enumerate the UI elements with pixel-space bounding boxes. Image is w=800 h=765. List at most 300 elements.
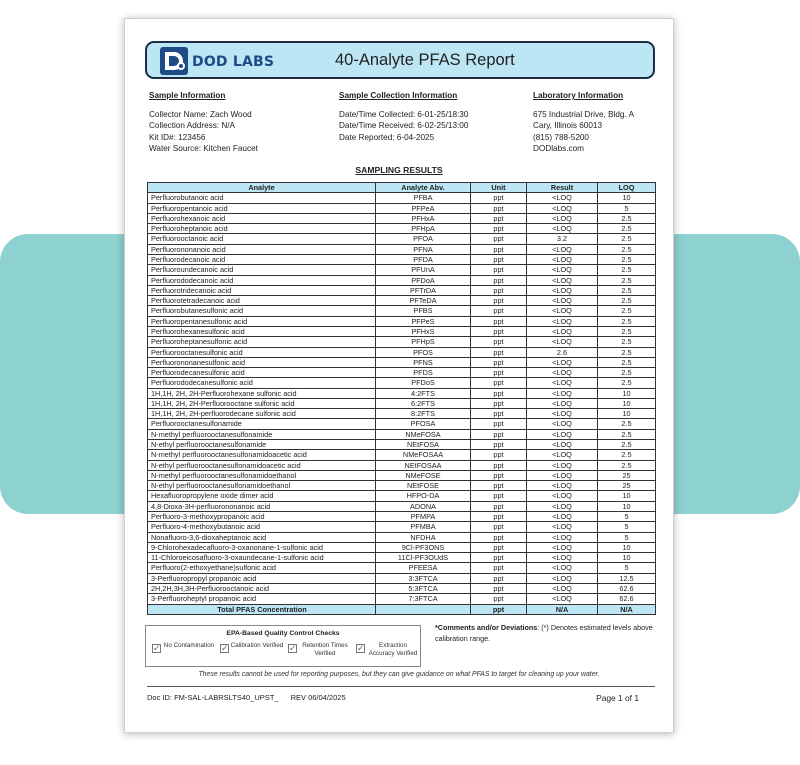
table-cell: 5 <box>598 512 656 522</box>
table-row <box>148 419 656 429</box>
table-cell: Perfluorododecanoic acid <box>148 275 376 285</box>
table-cell: 10 <box>598 193 656 203</box>
table-cell: 2.5 <box>598 357 656 367</box>
table-cell: PFHxS <box>376 326 471 336</box>
table-cell: 10 <box>598 501 656 511</box>
table-cell: ppt <box>471 470 527 480</box>
table-cell: <LOQ <box>527 583 598 593</box>
table-cell: ppt <box>471 409 527 419</box>
revision-text: REV 06/04/2025 <box>290 693 346 702</box>
table-cell: 3.2 <box>527 234 598 244</box>
table-row <box>148 316 656 326</box>
table-cell: N-ethyl perfluorooctanesulfonamide <box>148 440 376 450</box>
table-row <box>148 440 656 450</box>
table-cell: ppt <box>471 254 527 264</box>
table-cell: <LOQ <box>527 553 598 563</box>
lab-info-line: Cary, Illinois 60013 <box>533 121 603 131</box>
table-row <box>148 213 656 223</box>
table-cell: PFEESA <box>376 563 471 573</box>
table-cell: <LOQ <box>527 419 598 429</box>
table-row <box>148 429 656 439</box>
table-cell: 25 <box>598 470 656 480</box>
table-cell: <LOQ <box>527 244 598 254</box>
table-cell: 8:2FTS <box>376 409 471 419</box>
table-cell: <LOQ <box>527 203 598 213</box>
table-cell: PFPeS <box>376 316 471 326</box>
table-cell: 5 <box>598 522 656 532</box>
table-cell: ppt <box>471 501 527 511</box>
table-row <box>148 470 656 480</box>
table-cell: Perfluoro-4-methoxybutanoic acid <box>148 522 376 532</box>
lab-info-line: 675 Industrial Drive, Bldg. A <box>533 109 635 119</box>
table-cell: 2.5 <box>598 419 656 429</box>
table-cell: PFNA <box>376 244 471 254</box>
column-header: LOQ <box>598 183 656 193</box>
table-cell: <LOQ <box>527 357 598 367</box>
table-cell: ppt <box>471 481 527 491</box>
table-cell: Perfluorohexanesulfonic acid <box>148 326 376 336</box>
table-cell: NEtFOSA <box>376 440 471 450</box>
sample-collection-information <box>339 90 468 143</box>
table-row <box>148 460 656 470</box>
table-cell: PFTeDA <box>376 296 471 306</box>
table-cell: 5:3FTCA <box>376 583 471 593</box>
table-cell: 2.5 <box>598 378 656 388</box>
total-row <box>148 604 656 614</box>
table-cell: <LOQ <box>527 491 598 501</box>
table-cell: ppt <box>471 522 527 532</box>
table-cell: PFHxA <box>376 213 471 223</box>
qc-item-label: Extraction Accuracy Verified <box>368 642 418 657</box>
sample-info-line: Water Source: Kitchen Faucet <box>149 144 258 154</box>
table-cell: Perfluorotridecanoic acid <box>148 285 376 295</box>
table-cell: <LOQ <box>527 326 598 336</box>
table-cell: ppt <box>471 583 527 593</box>
table-cell: Perfluoroundecanoic acid <box>148 265 376 275</box>
table-cell: N-methyl perfluorooctanesulfonamidoacetic acid <box>148 450 376 460</box>
table-cell: PFDoA <box>376 275 471 285</box>
table-cell: ppt <box>471 512 527 522</box>
table-cell: ppt <box>471 213 527 223</box>
table-cell: NMeFOSE <box>376 470 471 480</box>
table-row <box>148 254 656 264</box>
table-cell: <LOQ <box>527 573 598 583</box>
table-cell: Perfluorododecanesulfonic acid <box>148 378 376 388</box>
table-cell: N-ethyl perfluorooctanesulfonamidoethanol <box>148 481 376 491</box>
table-cell: ppt <box>471 193 527 203</box>
table-cell: <LOQ <box>527 542 598 552</box>
table-cell: 10 <box>598 491 656 501</box>
table-cell: 2.5 <box>598 244 656 254</box>
qc-title: EPA-Based Quality Control Checks <box>226 630 340 637</box>
table-cell: 10 <box>598 553 656 563</box>
table-cell: 2.5 <box>598 224 656 234</box>
table-cell: Perfluoropentanesulfonic acid <box>148 316 376 326</box>
table-row <box>148 491 656 501</box>
laboratory-information <box>533 90 634 155</box>
table-cell: Perfluoroheptanesulfonic acid <box>148 337 376 347</box>
lab-info-link[interactable]: DODlabs.com <box>533 144 584 154</box>
table-cell: ppt <box>471 542 527 552</box>
table-cell: <LOQ <box>527 213 598 223</box>
column-header: Analyte <box>148 183 376 193</box>
table-row <box>148 594 656 604</box>
qc-item <box>352 642 420 666</box>
table-cell: 11Cl-PF3OUdS <box>376 553 471 563</box>
table-cell: ppt <box>471 357 527 367</box>
table-cell: N-ethyl perfluorooctanesulfonamidoacetic acid <box>148 460 376 470</box>
table-cell: <LOQ <box>527 470 598 480</box>
table-cell: ppt <box>471 244 527 254</box>
table-header-row <box>148 183 656 193</box>
table-cell: ppt <box>471 573 527 583</box>
table-cell: PFHpS <box>376 337 471 347</box>
sample-info-line: Collector Name: Zach Wood <box>149 109 252 119</box>
table-cell: <LOQ <box>527 368 598 378</box>
table-row <box>148 512 656 522</box>
table-cell: ppt <box>471 203 527 213</box>
table-cell: 1H,1H, 2H, 2H-Perfluorohexane sulfonic acid <box>148 388 376 398</box>
table-row <box>148 542 656 552</box>
table-row <box>148 275 656 285</box>
table-cell: 2.5 <box>598 368 656 378</box>
table-cell: 2.5 <box>598 337 656 347</box>
table-cell: <LOQ <box>527 450 598 460</box>
table-cell: N-methyl perfluorooctanesulfonamidoethanol <box>148 470 376 480</box>
table-cell: ppt <box>471 337 527 347</box>
table-cell: Total PFAS Concentration <box>148 604 376 614</box>
table-cell: <LOQ <box>527 460 598 470</box>
table-cell: PFMPA <box>376 512 471 522</box>
report-page <box>124 18 674 733</box>
table-cell: Perfluorodecanoic acid <box>148 254 376 264</box>
sample-info-line: Kit ID#: 123456 <box>149 132 206 142</box>
table-cell: N/A <box>527 604 598 614</box>
table-cell: ppt <box>471 594 527 604</box>
table-cell: 25 <box>598 481 656 491</box>
table-cell: ppt <box>471 388 527 398</box>
qc-item-label: Calibration Verified <box>230 642 284 649</box>
table-cell: 3-Perfluoropropyl propanoic acid <box>148 573 376 583</box>
table-cell: ppt <box>471 440 527 450</box>
table-cell: 11-Chloroeicosafluoro-3-oxaundecane-1-sulfonic acid <box>148 553 376 563</box>
table-cell: N-methyl perfluorooctanesulfonamide <box>148 429 376 439</box>
table-cell: <LOQ <box>527 512 598 522</box>
table-cell: 2H,2H,3H,3H-Perfluorooctanoic acid <box>148 583 376 593</box>
table-row <box>148 203 656 213</box>
table-cell: ppt <box>471 491 527 501</box>
table-cell: ppt <box>471 563 527 573</box>
comments-note <box>435 623 661 644</box>
table-cell: Perfluorononanoic acid <box>148 244 376 254</box>
table-cell: Nonafluoro-3,6-dioxaheptanoic acid <box>148 532 376 542</box>
table-cell: Perfluorodecanesulfonic acid <box>148 368 376 378</box>
disclaimer: These results cannot be used for reporting purposes, but they can give guidance on what PFAS to target for cleaning up your water. <box>198 671 600 678</box>
results-body <box>148 193 656 615</box>
table-cell: PFBS <box>376 306 471 316</box>
doc-id <box>147 693 358 702</box>
table-row <box>148 224 656 234</box>
table-cell: ppt <box>471 306 527 316</box>
table-row <box>148 296 656 306</box>
table-cell: <LOQ <box>527 275 598 285</box>
table-cell: NMeFOSAA <box>376 450 471 460</box>
table-cell: ppt <box>471 285 527 295</box>
table-row <box>148 368 656 378</box>
table-cell: PFBA <box>376 193 471 203</box>
table-cell: ppt <box>471 316 527 326</box>
table-cell: 12.5 <box>598 573 656 583</box>
qc-item-label: No Contamination <box>163 642 215 649</box>
table-cell: ppt <box>471 419 527 429</box>
table-row <box>148 532 656 542</box>
table-row <box>148 357 656 367</box>
table-cell: Perfluorooctanesulfonic acid <box>148 347 376 357</box>
table-row <box>148 553 656 563</box>
table-cell: ppt <box>471 532 527 542</box>
table-cell: Perfluorobutanoic acid <box>148 193 376 203</box>
column-header: Unit <box>471 183 527 193</box>
table-cell: Perfluorobutanesulfonic acid <box>148 306 376 316</box>
qc-item-label: Retention Times Verified <box>302 642 348 657</box>
table-row <box>148 193 656 203</box>
table-cell: 9Cl-PF3ONS <box>376 542 471 552</box>
table-cell: 2.5 <box>598 316 656 326</box>
table-cell: 5 <box>598 563 656 573</box>
qc-item <box>216 642 284 666</box>
table-cell: 2.5 <box>598 285 656 295</box>
table-cell <box>376 604 471 614</box>
table-cell: 2.5 <box>598 429 656 439</box>
table-row <box>148 306 656 316</box>
table-cell: PFOA <box>376 234 471 244</box>
table-cell: NEtFOSAA <box>376 460 471 470</box>
table-cell: 1H,1H, 2H, 2H-perfluorodecane sulfonic acid <box>148 409 376 419</box>
table-row <box>148 573 656 583</box>
table-cell: N/A <box>598 604 656 614</box>
results-table <box>147 182 656 615</box>
table-cell: 2.5 <box>598 460 656 470</box>
table-cell: <LOQ <box>527 429 598 439</box>
table-row <box>148 481 656 491</box>
table-cell: Perfluorotetradecanoic acid <box>148 296 376 306</box>
table-cell: Perfluoro(2-ethoxyethane)sulfonic acid <box>148 563 376 573</box>
table-cell: 3-Perfluoroheptyl propanoic acid <box>148 594 376 604</box>
table-cell: <LOQ <box>527 501 598 511</box>
table-cell: 2.5 <box>598 347 656 357</box>
page-number: Page 1 of 1 <box>596 693 639 703</box>
table-cell: <LOQ <box>527 306 598 316</box>
table-row <box>148 388 656 398</box>
table-cell: ppt <box>471 450 527 460</box>
qc-item <box>284 642 352 666</box>
table-row <box>148 347 656 357</box>
table-cell: ppt <box>471 234 527 244</box>
table-cell: NFDHA <box>376 532 471 542</box>
table-cell: Hexafluoropropylene oxide dimer acid <box>148 491 376 501</box>
table-row <box>148 234 656 244</box>
logo-text: DOD LABS <box>192 54 275 70</box>
table-cell: ppt <box>471 604 527 614</box>
table-row <box>148 583 656 593</box>
table-cell: ppt <box>471 347 527 357</box>
table-cell: PFDoS <box>376 378 471 388</box>
table-cell: Perfluoroheptanoic acid <box>148 224 376 234</box>
table-cell: Perfluorohexanoic acid <box>148 213 376 223</box>
table-cell: Perfluorononanesulfonic acid <box>148 357 376 367</box>
table-cell: PFPeA <box>376 203 471 213</box>
table-row <box>148 501 656 511</box>
table-cell: 2.5 <box>598 234 656 244</box>
table-cell: ppt <box>471 378 527 388</box>
lab-info-heading: Laboratory Information <box>533 91 624 100</box>
table-cell: <LOQ <box>527 378 598 388</box>
footer-divider <box>147 686 655 687</box>
table-cell: <LOQ <box>527 193 598 203</box>
table-cell: 2.5 <box>598 275 656 285</box>
table-cell: <LOQ <box>527 388 598 398</box>
table-cell: 5 <box>598 203 656 213</box>
table-cell: <LOQ <box>527 285 598 295</box>
table-cell: ppt <box>471 296 527 306</box>
sample-information <box>149 90 258 155</box>
qc-item <box>148 642 216 666</box>
comments-text: : (*) Denotes estimated levels above calibration range. <box>435 623 653 643</box>
table-cell: 2.6 <box>527 347 598 357</box>
table-row <box>148 522 656 532</box>
table-cell: ppt <box>471 275 527 285</box>
qc-checks-box <box>145 625 421 667</box>
table-cell: Perfluoropentanoic acid <box>148 203 376 213</box>
table-cell: 4:2FTS <box>376 388 471 398</box>
table-cell: <LOQ <box>527 440 598 450</box>
table-cell: <LOQ <box>527 563 598 573</box>
table-cell: <LOQ <box>527 265 598 275</box>
collection-info-line: Date/Time Received: 6-02-25/13:00 <box>339 121 469 131</box>
table-cell: ppt <box>471 398 527 408</box>
table-cell: 4,8-Dioxa-3H-perfluorononanoic acid <box>148 501 376 511</box>
table-cell: NMeFOSA <box>376 429 471 439</box>
table-cell: 10 <box>598 409 656 419</box>
table-cell: 1H,1H, 2H, 2H-Perfluorooctane sulfonic acid <box>148 398 376 408</box>
table-cell: <LOQ <box>527 522 598 532</box>
table-cell: 2.5 <box>598 440 656 450</box>
table-cell: 2.5 <box>598 213 656 223</box>
table-cell: Perfluorooctanoic acid <box>148 234 376 244</box>
table-cell: PFMBA <box>376 522 471 532</box>
table-cell: 7:3FTCA <box>376 594 471 604</box>
table-cell: PFDS <box>376 368 471 378</box>
table-row <box>148 563 656 573</box>
table-cell: 62.6 <box>598 594 656 604</box>
table-cell: ppt <box>471 553 527 563</box>
table-row <box>148 450 656 460</box>
lab-info-line: (815) 788-5200 <box>533 132 589 142</box>
comments-label: *Comments and/or Deviations <box>435 623 538 632</box>
collection-info-heading: Sample Collection Information <box>339 91 458 100</box>
table-cell: PFDA <box>376 254 471 264</box>
collection-info-line: Date/Time Collected: 6-01-25/18:30 <box>339 109 469 119</box>
table-row <box>148 326 656 336</box>
table-cell: 10 <box>598 398 656 408</box>
table-cell: ppt <box>471 368 527 378</box>
table-cell: <LOQ <box>527 337 598 347</box>
collection-info-line: Date Reported: 6-04-2025 <box>339 132 435 142</box>
table-row <box>148 378 656 388</box>
table-cell: Perfluorooctanesulfonamide <box>148 419 376 429</box>
table-cell: <LOQ <box>527 409 598 419</box>
column-header: Analyte Abv. <box>376 183 471 193</box>
table-cell: ppt <box>471 326 527 336</box>
table-cell: PFTrDA <box>376 285 471 295</box>
table-cell: <LOQ <box>527 224 598 234</box>
table-cell: 5 <box>598 532 656 542</box>
table-cell: PFNS <box>376 357 471 367</box>
table-cell: <LOQ <box>527 254 598 264</box>
table-cell: 6:2FTS <box>376 398 471 408</box>
table-cell: ppt <box>471 265 527 275</box>
checkbox-icon: ✓ <box>357 643 365 653</box>
table-cell: NEtFOSE <box>376 481 471 491</box>
checkbox-icon: ✓ <box>153 643 161 653</box>
table-cell: 2.5 <box>598 306 656 316</box>
report-header <box>145 41 655 79</box>
report-title: 40-Analyte PFAS Report <box>335 51 515 69</box>
table-cell: 10 <box>598 542 656 552</box>
table-row <box>148 265 656 275</box>
table-row <box>148 337 656 347</box>
table-cell: 9-Chlorohexadecafluoro-3-oxanonane-1-sulfonic acid <box>148 542 376 552</box>
table-cell: ppt <box>471 224 527 234</box>
table-cell: 2.5 <box>598 254 656 264</box>
table-cell: PFHpA <box>376 224 471 234</box>
table-cell: ADONA <box>376 501 471 511</box>
table-row <box>148 244 656 254</box>
table-cell: PFOSA <box>376 419 471 429</box>
table-cell: <LOQ <box>527 296 598 306</box>
table-cell: <LOQ <box>527 532 598 542</box>
checkbox-icon: ✓ <box>221 643 229 653</box>
sample-info-heading: Sample Information <box>149 91 226 100</box>
table-cell: ppt <box>471 460 527 470</box>
table-cell: PFOS <box>376 347 471 357</box>
table-cell: PFUnA <box>376 265 471 275</box>
table-cell: 2.5 <box>598 450 656 460</box>
table-cell: <LOQ <box>527 398 598 408</box>
table-cell: 3:3FTCA <box>376 573 471 583</box>
table-cell: ppt <box>471 429 527 439</box>
table-cell: <LOQ <box>527 316 598 326</box>
table-cell: Perfluoro-3-methoxypropanoic acid <box>148 512 376 522</box>
table-row <box>148 398 656 408</box>
table-cell: 62.6 <box>598 583 656 593</box>
doc-id-text: Doc ID: FM-SAL-LABRSLTS40_UPST_ <box>147 693 279 702</box>
dod-labs-logo-icon <box>159 46 189 76</box>
column-header: Result <box>527 183 598 193</box>
table-cell: 2.5 <box>598 326 656 336</box>
table-row <box>148 285 656 295</box>
table-cell: <LOQ <box>527 481 598 491</box>
sample-info-line: Collection Address: N/A <box>149 121 236 131</box>
table-cell: 2.5 <box>598 296 656 306</box>
table-cell: HFPO-DA <box>376 491 471 501</box>
table-cell: <LOQ <box>527 594 598 604</box>
table-cell: 2.5 <box>598 265 656 275</box>
sampling-results-title: SAMPLING RESULTS <box>355 165 443 175</box>
table-cell: 10 <box>598 388 656 398</box>
table-row <box>148 409 656 419</box>
checkbox-icon: ✓ <box>289 643 297 653</box>
